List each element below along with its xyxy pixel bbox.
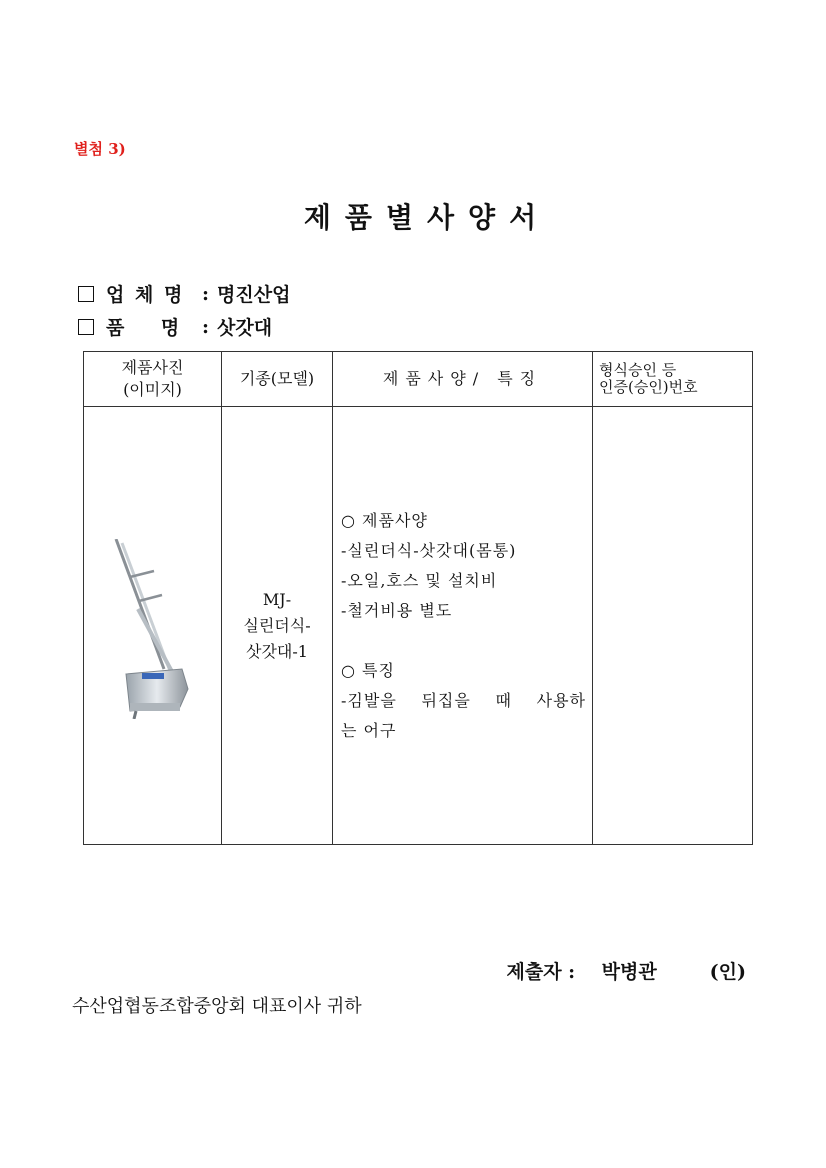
- model-line: MJ-: [262, 589, 292, 609]
- model-line: 실린더식-: [243, 615, 311, 635]
- spacer: [341, 626, 586, 656]
- product-photo-cell: [84, 407, 222, 845]
- product-value: 삿갓대: [217, 317, 273, 339]
- submitter-line: [507, 957, 747, 984]
- seal-mark: (인): [709, 961, 746, 983]
- company-colon: :: [202, 282, 210, 305]
- spec-title: ○ 제품사양: [341, 510, 428, 530]
- model-line: 삿갓대-1: [246, 641, 308, 661]
- product-colon: :: [202, 315, 210, 338]
- table-row: [84, 407, 753, 845]
- header-cert-line1: 형식승인 등: [599, 361, 677, 379]
- cert-cell: [593, 407, 753, 845]
- submitter-label: 제출자 :: [506, 961, 576, 983]
- spec-item: -철거비용 별도: [341, 600, 453, 620]
- company-line: [78, 280, 290, 307]
- spec-cell: [333, 407, 593, 845]
- company-label: 업 체 명: [106, 284, 185, 306]
- header-spec: 제품사양/ 특징: [333, 352, 593, 407]
- header-cert-line2: 인증(승인)번호: [599, 378, 698, 396]
- page-title: 제품별사양서: [303, 201, 551, 234]
- spec-table: [83, 351, 753, 845]
- feature-line: -김발을 뒤집을 때 사용하: [341, 690, 586, 710]
- company-value: 명진산업: [217, 284, 291, 306]
- product-photo: [108, 539, 198, 719]
- header-photo-line2: (이미지): [123, 380, 182, 399]
- spec-item: -오일,호스 및 설치비: [341, 570, 498, 590]
- attachment-label: 별첨 3): [74, 140, 126, 158]
- header-model: 기종(모델): [222, 352, 333, 407]
- product-label: 품 명: [106, 317, 182, 339]
- feature-line: 는 어구: [341, 720, 397, 740]
- checkbox-square-icon: [78, 319, 94, 335]
- spec-item: -실린더식-삿갓대(몸통): [341, 540, 517, 560]
- model-cell: [222, 407, 333, 845]
- header-cert: [593, 352, 753, 407]
- checkbox-square-icon: [78, 286, 94, 302]
- header-photo: [84, 352, 222, 407]
- header-photo-line1: 제품사진: [121, 358, 184, 377]
- addressee: 수산업협동조합중앙회 대표이사 귀하: [72, 996, 362, 1017]
- submitter-name: 박병관: [601, 961, 657, 983]
- feature-title: ○ 특징: [341, 660, 395, 680]
- table-header-row: [84, 352, 753, 407]
- product-line: [78, 313, 272, 340]
